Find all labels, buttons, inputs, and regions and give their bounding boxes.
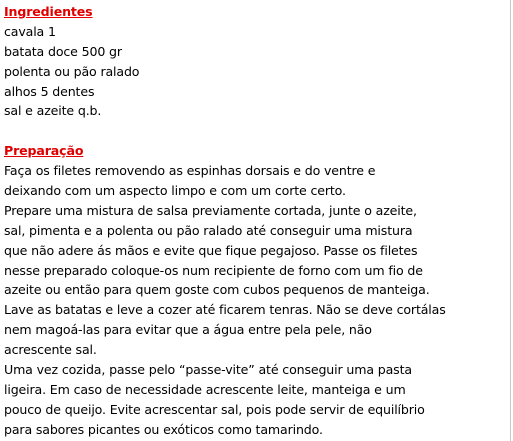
preparation-line: Faça os filetes removendo as espinhas dorsais e do ventre e [4, 163, 376, 179]
preparation-line: Uma vez cozida, passe pelo “passe-vite” até conseguir uma pasta [4, 362, 412, 378]
preparation-line: sal, pimenta e a polenta ou pão ralado até conseguir uma mistura [4, 222, 413, 238]
preparation-line: deixando com um aspecto limpo e com um corte certo. [4, 183, 346, 199]
ingredient-item: alhos 5 dentes [4, 83, 95, 99]
preparation-line: nem magoá-las para evitar que a água entre pela pele, não [4, 322, 372, 338]
preparation-line: nesse preparado coloque-os num recipiente de forno com um fio de [4, 262, 423, 278]
preparation-line: que não adere ás mãos e evite que fique pegajoso. Passe os filetes [4, 242, 418, 258]
preparation-line: ligeira. Em caso de necessidade acrescente leite, manteiga e um [4, 381, 406, 397]
ingredients-heading: Ingredientes [4, 4, 93, 19]
ingredient-item: cavala 1 [4, 23, 56, 39]
preparation-line: Prepare uma mistura de salsa previamente cortada, junte o azeite, [4, 202, 417, 218]
recipe-text [4, 2, 508, 440]
preparation-line: azeite ou então para quem goste com cubos pequenos de manteiga. [4, 282, 430, 298]
preparation-line: para sabores picantes ou exóticos como tamarindo. [4, 421, 323, 437]
preparation-line: Lave as batatas e leve a cozer até ficarem tenras. Não se deve cortálas [4, 302, 446, 318]
preparation-heading: Preparação [4, 143, 84, 159]
ingredient-item: sal e azeite q.b. [4, 103, 102, 119]
preparation-line: pouco de queijo. Evite acrescentar sal, pois pode servir de equilíbrio [4, 401, 425, 417]
ingredient-item: batata doce 500 gr [4, 43, 122, 59]
preparation-line: acrescente sal. [4, 342, 97, 358]
ingredient-item: polenta ou pão ralado [4, 63, 140, 79]
blank-line [4, 121, 508, 141]
